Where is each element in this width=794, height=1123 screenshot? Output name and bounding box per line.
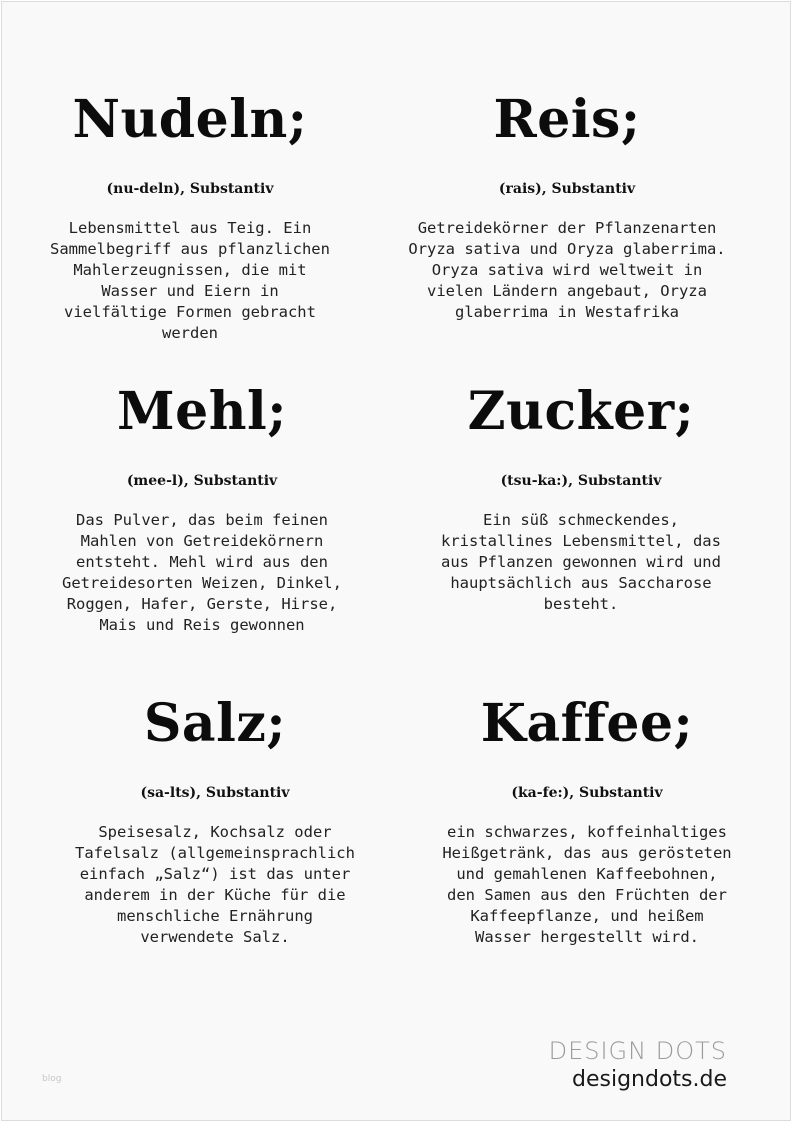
entry-word: Mehl; [117, 381, 287, 442]
label-sheet [1, 1, 791, 1121]
entry-pronunciation: (rais), Substantiv [498, 181, 636, 197]
brand-name: DESIGN DOTS [548, 1037, 727, 1065]
entry-word: Salz; [143, 693, 287, 754]
entry-pronunciation: (mee-l), Substantiv [126, 473, 278, 489]
entry-pronunciation: (sa-lts), Substantiv [140, 785, 290, 801]
entry-word: Kaffee; [480, 693, 694, 754]
watermark: blog [42, 1074, 62, 1084]
entry-card-kaffee [407, 692, 767, 948]
entry-definition: Speisesalz, Kochsalz oder Tafelsalz (allgemeinsprachlich einfach „Salz“) ist das unter anderem in der Küche für die menschliche Ernährung verwendete Salz. [75, 823, 355, 946]
entry-word: Nudeln; [72, 89, 308, 150]
entry-card-nudeln [10, 88, 370, 344]
entry-definition: Lebensmittel aus Teig. Ein Sammelbegriff aus pflanzlichen Mahlerzeugnissen, die mit Wasser und Eiern in vielfältige Formen gebracht werden [50, 219, 330, 342]
entry-word: Zucker; [467, 381, 695, 442]
entry-pronunciation: (tsu-ka:), Substantiv [500, 473, 662, 489]
entry-pronunciation: (nu-deln), Substantiv [106, 181, 274, 197]
entry-definition: Das Pulver, das beim feinen Mahlen von Getreidekörnern entsteht. Mehl wird aus den Getreidesorten Weizen, Dinkel, Roggen, Hafer, Gerste, Hirse, Mais und Reis gewonnen [62, 511, 342, 634]
entry-card-salz [35, 692, 395, 948]
entry-definition: Getreidekörner der Pflanzenarten Oryza sativa und Oryza glaberrima. Oryza sativa wird weltweit in vielen Ländern angebaut, Oryza glaberrima in Westafrika [408, 219, 726, 321]
entry-card-reis [387, 88, 747, 323]
entry-word: Reis; [493, 89, 641, 150]
entry-pronunciation: (ka-fe:), Substantiv [511, 785, 663, 801]
entry-definition: ein schwarzes, koffeinhaltiges Heißgetränk, das aus gerösteten und gemahlenen Kaffeebohnen, den Samen aus den Früchten der Kaffeepflanze, und heißem Wasser hergestellt wird. [442, 823, 732, 946]
entry-card-zucker [401, 380, 761, 615]
brand-url: designdots.de [572, 1067, 727, 1092]
entry-card-mehl [22, 380, 382, 636]
entry-definition: Ein süß schmeckendes, kristallines Lebensmittel, das aus Pflanzen gewonnen wird und hauptsächlich aus Saccharose besteht. [441, 511, 721, 613]
